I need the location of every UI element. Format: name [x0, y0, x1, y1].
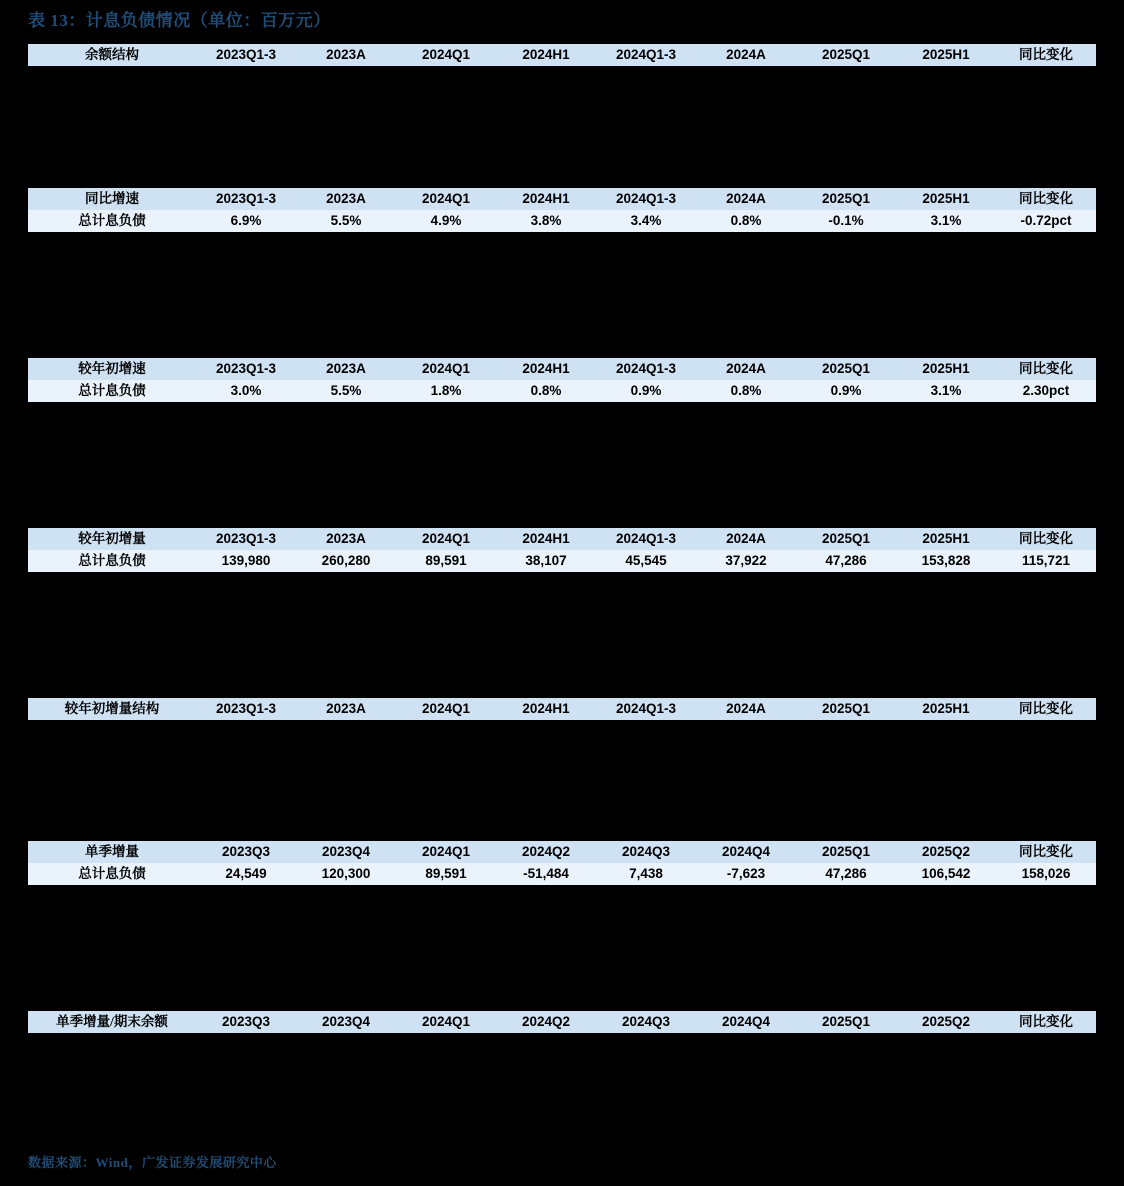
column-header: 2023Q3 [196, 841, 296, 863]
table-cell: 24,549 [196, 863, 296, 885]
column-header: 2023Q1-3 [196, 358, 296, 380]
table-cell: 89,591 [396, 863, 496, 885]
table-block [28, 698, 1096, 720]
column-header: 2024Q1-3 [596, 698, 696, 720]
table-section-label: 单季增量/期末余额 [28, 1011, 196, 1033]
table-cell: 0.9% [596, 380, 696, 402]
column-header: 2024Q1 [396, 44, 496, 66]
column-header: 2024A [696, 698, 796, 720]
table-cell: 45,545 [596, 550, 696, 572]
column-header: 2024Q1 [396, 1011, 496, 1033]
table-cell: 89,591 [396, 550, 496, 572]
column-header: 2023Q4 [296, 1011, 396, 1033]
table-cell: 5.5% [296, 380, 396, 402]
table-cell: 3.0% [196, 380, 296, 402]
column-header: 2025Q1 [796, 698, 896, 720]
column-header: 2024Q3 [596, 1011, 696, 1033]
table-row [28, 210, 1096, 232]
row-label: 总计息负债 [28, 210, 196, 232]
table-section-label: 较年初增速 [28, 358, 196, 380]
column-header: 2025Q1 [796, 1011, 896, 1033]
table-cell: -7,623 [696, 863, 796, 885]
table-header-row [28, 698, 1096, 720]
table-section-label: 余额结构 [28, 44, 196, 66]
data-table [28, 358, 1096, 402]
column-header: 2024A [696, 188, 796, 210]
column-header: 2023A [296, 44, 396, 66]
table-cell: -51,484 [496, 863, 596, 885]
table-block [28, 841, 1096, 885]
table-cell: 4.9% [396, 210, 496, 232]
column-header: 2024A [696, 528, 796, 550]
table-header-row [28, 44, 1096, 66]
table-cell: 158,026 [996, 863, 1096, 885]
data-table [28, 528, 1096, 572]
column-header: 2023Q1-3 [196, 698, 296, 720]
column-header: 2025Q1 [796, 528, 896, 550]
table-cell: 153,828 [896, 550, 996, 572]
column-header: 同比变化 [996, 841, 1096, 863]
table-block [28, 358, 1096, 402]
table-header-row [28, 188, 1096, 210]
column-header: 2024Q4 [696, 1011, 796, 1033]
table-cell: 3.1% [896, 380, 996, 402]
column-header: 2025Q2 [896, 1011, 996, 1033]
column-header: 2025Q1 [796, 841, 896, 863]
table-cell: 38,107 [496, 550, 596, 572]
column-header: 2024Q1 [396, 841, 496, 863]
table-header-row [28, 1011, 1096, 1033]
column-header: 2024Q1-3 [596, 188, 696, 210]
table-cell: 7,438 [596, 863, 696, 885]
column-header: 2025H1 [896, 188, 996, 210]
column-header: 2024Q1-3 [596, 528, 696, 550]
column-header: 2024Q1-3 [596, 44, 696, 66]
column-header: 2024H1 [496, 44, 596, 66]
table-cell: 1.8% [396, 380, 496, 402]
column-header: 2025Q1 [796, 188, 896, 210]
column-header: 2023Q1-3 [196, 528, 296, 550]
column-header: 2024H1 [496, 698, 596, 720]
table-cell: -0.72pct [996, 210, 1096, 232]
table-row [28, 550, 1096, 572]
data-table [28, 188, 1096, 232]
column-header: 2023A [296, 528, 396, 550]
table-section-label: 单季增量 [28, 841, 196, 863]
column-header: 2024Q2 [496, 1011, 596, 1033]
table-block [28, 188, 1096, 232]
data-table [28, 698, 1096, 720]
row-label: 总计息负债 [28, 550, 196, 572]
column-header: 2025Q2 [896, 841, 996, 863]
row-label: 总计息负债 [28, 863, 196, 885]
table-section-label: 同比增速 [28, 188, 196, 210]
table-section-label: 较年初增量结构 [28, 698, 196, 720]
table-cell: 2.30pct [996, 380, 1096, 402]
column-header: 2025H1 [896, 358, 996, 380]
table-block [28, 1011, 1096, 1033]
column-header: 同比变化 [996, 44, 1096, 66]
data-table [28, 841, 1096, 885]
column-header: 2024Q1 [396, 528, 496, 550]
column-header: 同比变化 [996, 188, 1096, 210]
column-header: 2023A [296, 188, 396, 210]
data-table [28, 44, 1096, 66]
table-row [28, 380, 1096, 402]
row-label: 总计息负债 [28, 380, 196, 402]
table-cell: 3.4% [596, 210, 696, 232]
column-header: 2024Q1 [396, 188, 496, 210]
table-cell: 0.8% [696, 210, 796, 232]
column-header: 2024H1 [496, 528, 596, 550]
column-header: 2023A [296, 358, 396, 380]
column-header: 2025Q1 [796, 44, 896, 66]
table-cell: 0.9% [796, 380, 896, 402]
column-header: 同比变化 [996, 1011, 1096, 1033]
column-header: 2024Q3 [596, 841, 696, 863]
column-header: 2024H1 [496, 188, 596, 210]
table-cell: 47,286 [796, 863, 896, 885]
column-header: 同比变化 [996, 698, 1096, 720]
table-cell: 260,280 [296, 550, 396, 572]
table-cell: 0.8% [696, 380, 796, 402]
column-header: 2024A [696, 44, 796, 66]
table-cell: 37,922 [696, 550, 796, 572]
column-header: 同比变化 [996, 528, 1096, 550]
table-cell: 3.8% [496, 210, 596, 232]
table-cell: 6.9% [196, 210, 296, 232]
table-cell: 120,300 [296, 863, 396, 885]
table-cell: 5.5% [296, 210, 396, 232]
table-block [28, 44, 1096, 66]
table-header-row [28, 358, 1096, 380]
table-cell: 3.1% [896, 210, 996, 232]
column-header: 2023A [296, 698, 396, 720]
column-header: 2023Q1-3 [196, 188, 296, 210]
data-table [28, 1011, 1096, 1033]
column-header: 2025H1 [896, 528, 996, 550]
column-header: 2024Q1 [396, 698, 496, 720]
column-header: 2025H1 [896, 44, 996, 66]
column-header: 2024Q1-3 [596, 358, 696, 380]
column-header: 2025H1 [896, 698, 996, 720]
column-header: 2024Q4 [696, 841, 796, 863]
table-cell: 106,542 [896, 863, 996, 885]
column-header: 2024H1 [496, 358, 596, 380]
table-cell: 139,980 [196, 550, 296, 572]
table-block [28, 528, 1096, 572]
column-header: 2023Q1-3 [196, 44, 296, 66]
column-header: 2024A [696, 358, 796, 380]
table-cell: 47,286 [796, 550, 896, 572]
column-header: 2023Q4 [296, 841, 396, 863]
page-title: 表 13：计息负债情况（单位：百万元） [28, 11, 331, 30]
column-header: 2024Q1 [396, 358, 496, 380]
table-cell: -0.1% [796, 210, 896, 232]
table-cell: 115,721 [996, 550, 1096, 572]
column-header: 2025Q1 [796, 358, 896, 380]
column-header: 2024Q2 [496, 841, 596, 863]
table-row [28, 863, 1096, 885]
source-note: 数据来源：Wind，广发证券发展研究中心 [28, 1155, 277, 1170]
table-cell: 0.8% [496, 380, 596, 402]
column-header: 2023Q3 [196, 1011, 296, 1033]
table-header-row [28, 841, 1096, 863]
table-section-label: 较年初增量 [28, 528, 196, 550]
column-header: 同比变化 [996, 358, 1096, 380]
table-header-row [28, 528, 1096, 550]
